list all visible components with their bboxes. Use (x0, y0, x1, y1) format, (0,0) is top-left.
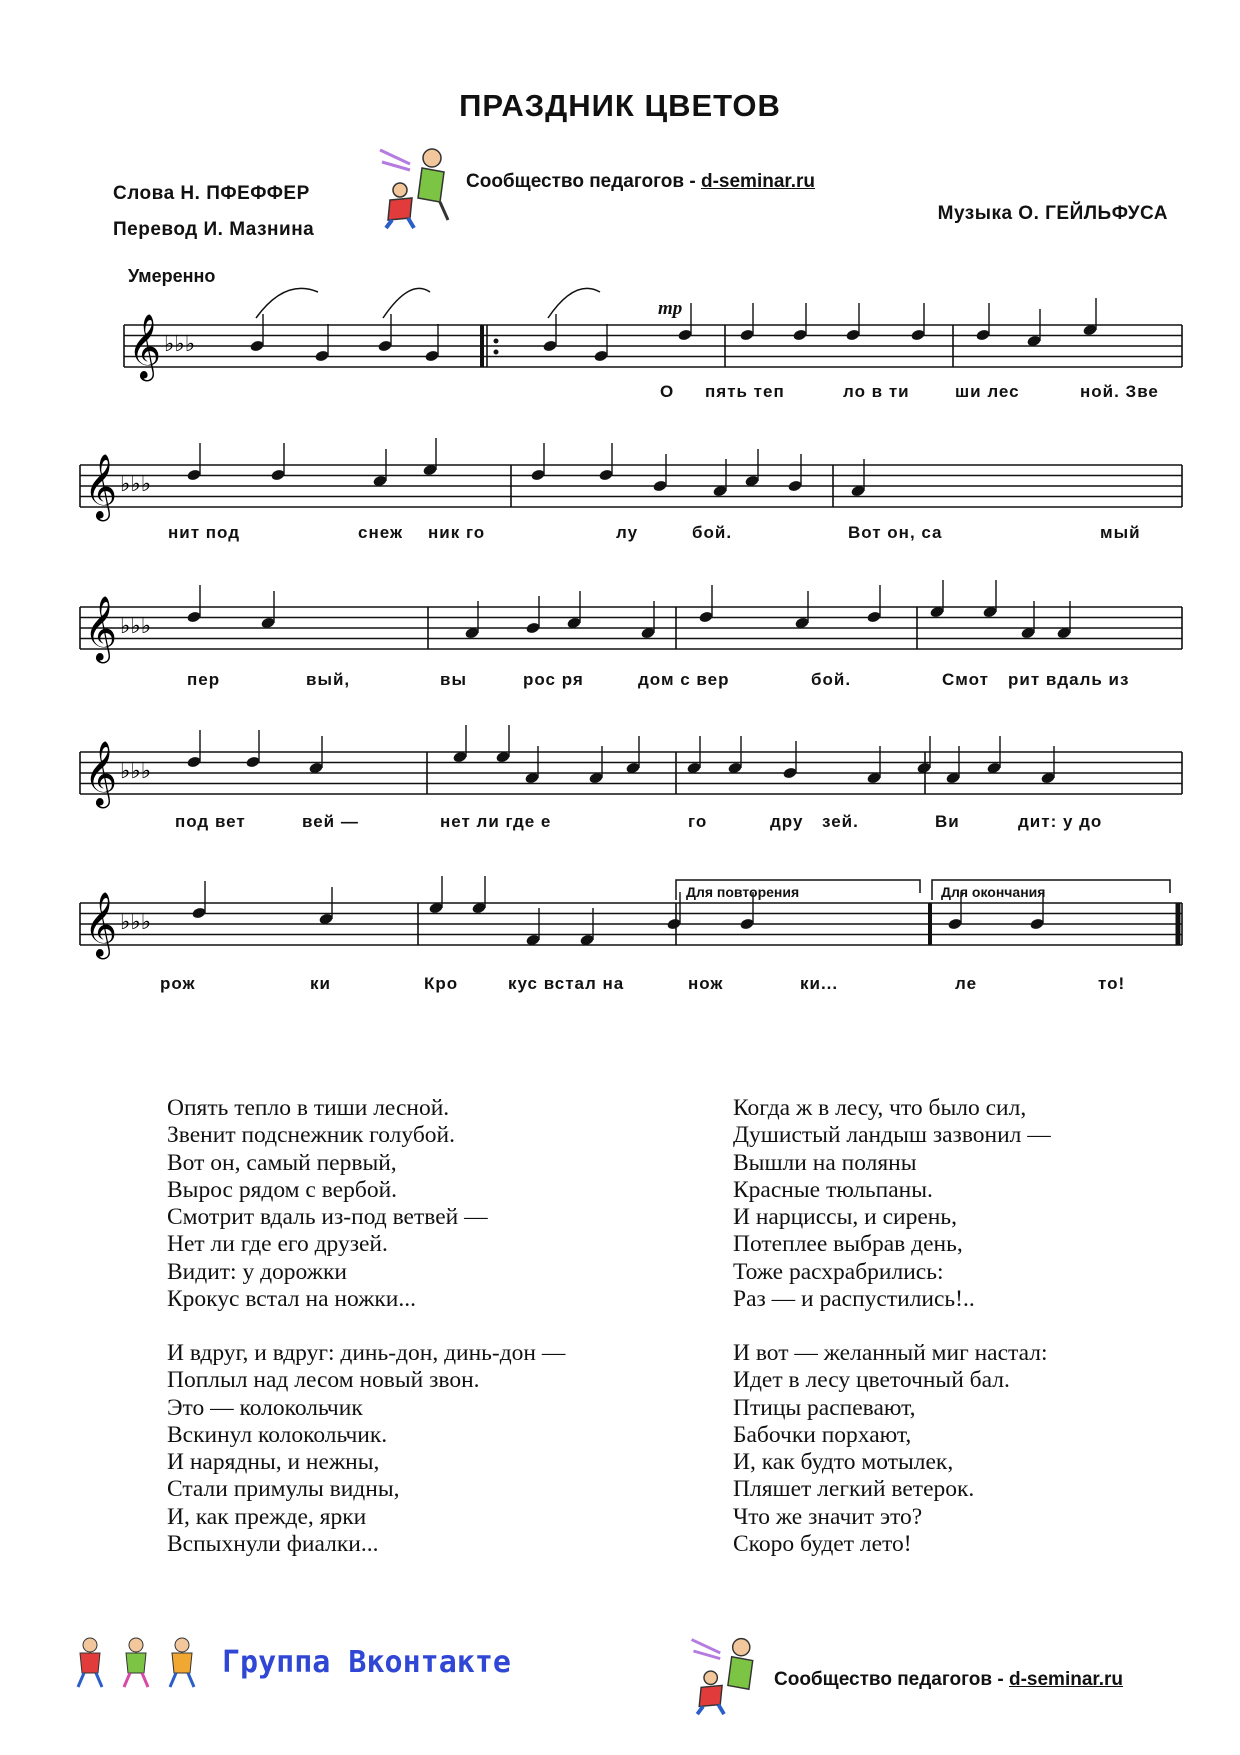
lyric-syllable: нож (688, 974, 724, 993)
verse-line: Вскинул колокольчик. (167, 1421, 388, 1448)
treble-clef: 𝄞 (84, 892, 118, 957)
lyric-syllable: ши лес (955, 382, 1020, 401)
lyric-syllable: нет ли где е (440, 812, 552, 831)
verse-line: Вот он, самый первый, (167, 1149, 397, 1176)
verse-line: Идет в лесу цветочный бал. (733, 1367, 1010, 1394)
verse-line: Скоро будет лето! (733, 1531, 912, 1558)
verse-line: И нарциссы, и сирень, (733, 1204, 957, 1231)
vk-group-link[interactable]: Группа Вконтакте (222, 1645, 511, 1680)
verse-1 (167, 1095, 488, 1313)
lyric-syllable: ле (955, 974, 978, 993)
lyric-syllable: кус встал на (508, 974, 625, 993)
lyricist-credit: Слова Н. ПФЕФФЕР (113, 183, 310, 204)
lyric-syllable: Кро (424, 974, 459, 993)
treble-clef: 𝄞 (128, 314, 162, 379)
verse-line: Опять тепло в тиши лесной. (167, 1095, 450, 1121)
lyric-syllable: рож (160, 974, 196, 993)
translator-credit: Перевод И. Мазнина (113, 219, 315, 240)
community-link[interactable]: d-seminar.ru (700, 171, 816, 192)
verse-2 (733, 1095, 1051, 1313)
lyric-syllable: ник го (428, 523, 486, 542)
verse-line: И вот — желанный миг настал: (733, 1340, 1048, 1366)
lyric-syllable: дит: у до (1018, 812, 1103, 831)
lyric-syllable: вый, (306, 670, 351, 689)
lyric-syllable: зей. (822, 812, 859, 831)
lyric-syllable: пер (187, 670, 221, 689)
community-footer (774, 1669, 1123, 1691)
verse-line: Нет ли где его друзей. (167, 1231, 388, 1258)
composer-credit: Музыка О. ГЕЙЛЬФУСА (937, 203, 1168, 224)
verse-line: Пляшет легкий ветерок. (733, 1476, 975, 1503)
verse-line: Вышли на поляны (733, 1149, 917, 1176)
lyric-syllable: под вет (175, 812, 246, 831)
lyric-syllable: нит под (168, 523, 240, 542)
lyric-syllable: Смот (942, 670, 989, 689)
verse-line: Душистый ландыш зазвонил — (733, 1122, 1051, 1149)
lyric-syllable: бой. (811, 670, 852, 689)
lyric-syllable: то! (1098, 974, 1126, 993)
community-logo-icon (682, 1630, 768, 1716)
tempo-marking: Умеренно (128, 266, 216, 286)
verse-line: Потеплее выбрав день, (733, 1231, 963, 1258)
verse-line: Вырос рядом с вербой. (167, 1176, 398, 1203)
verse-line: Поплыл над лесом новый звон. (167, 1367, 480, 1394)
lyric-syllable: пять теп (705, 382, 785, 401)
verse-line: И вдруг, и вдруг: динь-дон, динь-дон — (167, 1340, 566, 1366)
lyric-syllable: О (660, 382, 675, 401)
dynamic-marking: mp (658, 298, 683, 319)
treble-clef: 𝄞 (84, 454, 118, 519)
verse-line: Звенит подснежник голубой. (167, 1122, 456, 1149)
slur (383, 288, 430, 318)
lyric-syllable: мый (1100, 523, 1141, 542)
lyric-syllable: бой. (692, 523, 733, 542)
verse-line: И, как прежде, ярки (167, 1503, 367, 1530)
community-label: Сообщество педагогов - (774, 1669, 1009, 1690)
lyric-syllable: лу (616, 523, 639, 542)
lyric-syllable: дру (770, 812, 804, 831)
key-signature: ♭♭♭ (120, 910, 152, 935)
lyric-syllable: вы (440, 670, 467, 689)
verse-line: Это — колокольчик (167, 1394, 363, 1421)
lyric-syllable: рит вдаль из (1008, 670, 1130, 689)
verse-line: Смотрит вдаль из-под ветвей — (167, 1204, 488, 1231)
slur (548, 288, 600, 318)
lyric-syllable: рос ря (523, 670, 584, 689)
verse-4 (733, 1340, 1048, 1558)
treble-clef: 𝄞 (84, 741, 118, 806)
verse-3 (167, 1340, 565, 1558)
verse-line: Раз — и распустились!.. (733, 1286, 975, 1313)
vk-group-logo[interactable] (68, 1635, 208, 1691)
verse-line: Тоже расхрабрились: (733, 1258, 944, 1285)
volta-second-label: Для окончания (941, 884, 1046, 900)
verse-line: Стали примулы видны, (167, 1476, 400, 1503)
verse-line: Красные тюльпаны. (733, 1176, 933, 1203)
key-signature: ♭♭♭ (120, 614, 152, 639)
lyric-syllable: го (688, 812, 708, 831)
verse-line: И нарядны, и нежны, (167, 1449, 380, 1476)
repeat-dot (494, 339, 499, 344)
verse-line: Вспыхнули фиалки... (167, 1531, 379, 1558)
lyric-syllable: Ви (935, 812, 960, 831)
lyric-syllable: ной. Зве (1080, 382, 1159, 401)
lyric-syllable: вей — (302, 812, 359, 831)
volta-first-label: Для повторения (686, 884, 800, 900)
key-signature: ♭♭♭ (120, 472, 152, 497)
lyric-syllable: дом с вер (638, 670, 730, 689)
page-title: ПРАЗДНИК ЦВЕТОВ (459, 88, 781, 123)
verse-line: Когда ж в лесу, что было сил, (733, 1095, 1027, 1121)
slur (256, 288, 318, 318)
community-label: Сообщество педагогов - (466, 171, 701, 192)
kids-icon (68, 1635, 208, 1691)
verse-line: Птицы распевают, (733, 1394, 916, 1421)
treble-clef: 𝄞 (84, 596, 118, 661)
lyric-syllable: ки... (800, 974, 839, 993)
lyric-syllable: ки (310, 974, 331, 993)
verse-line: Крокус встал на ножки... (167, 1286, 416, 1313)
key-signature: ♭♭♭ (120, 759, 152, 784)
key-signature: ♭♭♭ (164, 332, 196, 357)
lyric-syllable: снеж (358, 523, 404, 542)
repeat-dot (494, 350, 499, 355)
lyric-syllable: ло в ти (843, 382, 910, 401)
community-link[interactable]: d-seminar.ru (1008, 1669, 1124, 1690)
verse-line: Видит: у дорожки (167, 1258, 347, 1285)
verse-line: И, как будто мотылек, (733, 1449, 954, 1476)
lyric-syllable: Вот он, са (848, 523, 943, 542)
verse-line: Бабочки порхают, (733, 1421, 912, 1448)
verse-line: Что же значит это? (733, 1503, 923, 1530)
